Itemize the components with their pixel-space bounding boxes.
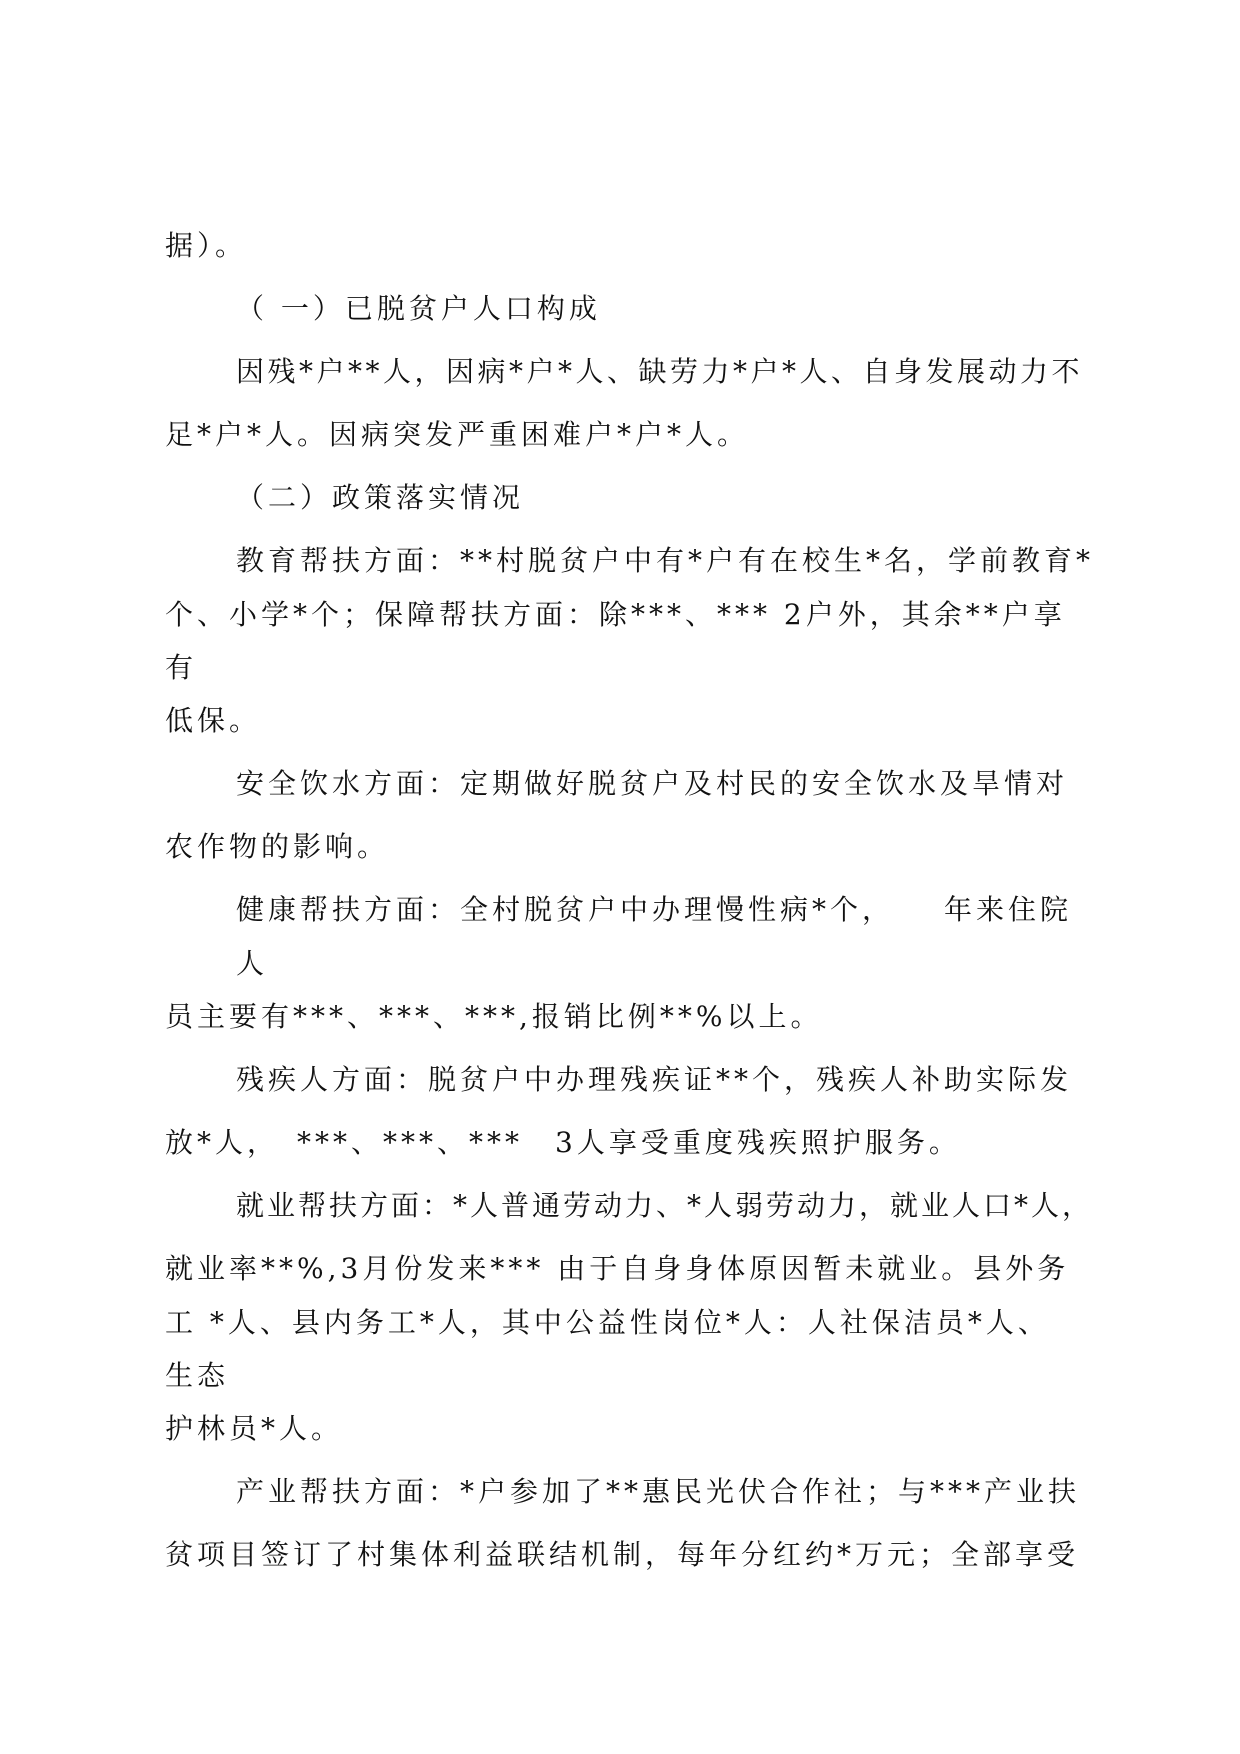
text-line: 足*户*人。因病突发严重困难户*户*人。 [165,418,750,451]
text-line: 个、小学*个；保障帮扶方面：除***、*** 2户外，其余**户享 [165,598,1066,631]
text-line: 教育帮扶方面：**村脱贫户中有*户有在校生*名，学前教育* [236,544,1095,577]
text-line: 健康帮扶方面：全村脱贫户中办理慢性病*个， 年来住院 [236,893,1073,926]
section-heading: （二）政策落实情况 [236,481,525,514]
text-line: 安全饮水方面：定期做好脱贫户及村民的安全饮水及旱情对 [236,767,1069,800]
text-line: 生态 [165,1359,230,1392]
section-heading: （ 一）已脱贫户人口构成 [236,292,601,325]
text-line: 工 *人、县内务工*人，其中公益性岗位*人：人社保洁员*人、 [165,1306,1050,1339]
text-line: 放*人， ***、***、*** 3人享受重度残疾照护服务。 [165,1126,961,1159]
text-line: 就业帮扶方面：*人普通劳动力、*人弱劳动力，就业人口*人， [236,1189,1094,1222]
text-line: 农作物的影响。 [165,830,390,863]
text-line: 因残*户**人，因病*户*人、缺劳力*户*人、自身发展动力不 [236,355,1084,388]
text-line: 员主要有***、***、***,报销比例**%以上。 [165,1000,823,1033]
text-line: 有 [165,651,198,684]
text-line: 低保。 [165,704,262,737]
text-line: 就业率**%,3月份发来*** 由于自身身体原因暂未就业。县外务 [165,1252,1070,1285]
text-line: 据）。 [165,229,248,262]
text-line: 残疾人方面：脱贫户中办理残疾证**个，残疾人补助实际发 [236,1063,1073,1096]
text-line: 护林员*人。 [165,1412,344,1445]
text-line: 人 [236,947,269,980]
text-line: 贫项目签订了村集体利益联结机制，每年分红约*万元；全部享受 [165,1538,1080,1571]
text-line: 产业帮扶方面：*户参加了**惠民光伏合作社；与***产业扶 [236,1475,1081,1508]
